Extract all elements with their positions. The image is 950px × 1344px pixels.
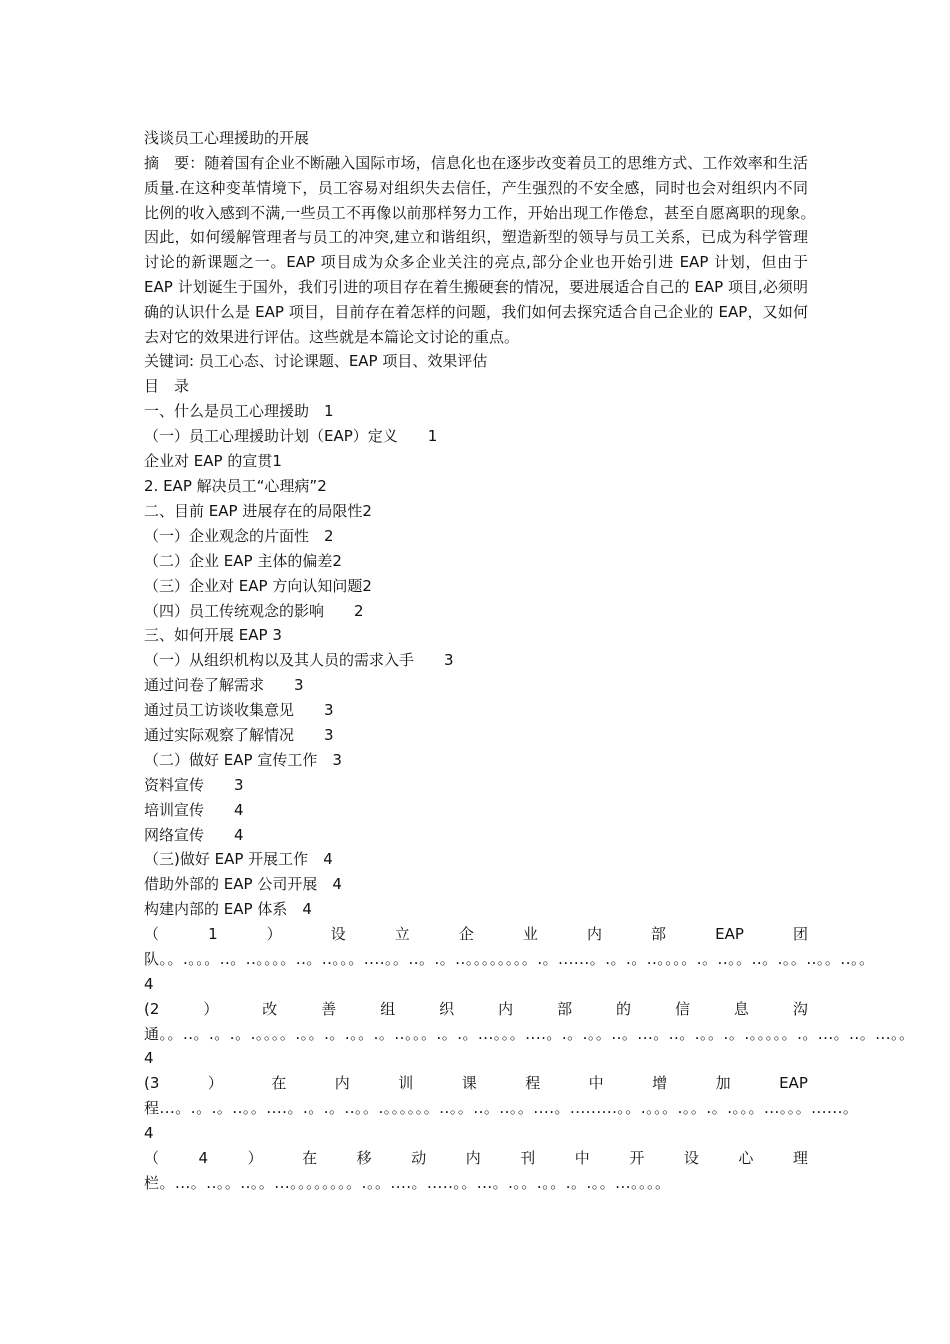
toc-entry-title: 通过问卷了解需求 <box>144 676 295 695</box>
sub-item-heading-token: （ <box>144 1148 160 1167</box>
sub-item-heading-token: ） <box>203 999 219 1018</box>
toc-entry-title: 构建内部的 EAP 体系 <box>144 900 303 919</box>
sub-item-heading-token: 4 <box>198 1148 209 1167</box>
toc-entry-title: （一）企业观念的片面性 <box>144 526 325 545</box>
toc-entry-title: 网络宣传 <box>144 825 235 844</box>
sub-item-heading <box>144 922 808 947</box>
toc-entry <box>144 524 808 549</box>
toc-entry-page: 3 <box>324 725 334 744</box>
sub-item-leader-dots: 通。。..。.。.。.。。。。.。。.。.。。.。..。。。.。.。...。。。....。.。.。。..。...。..。.。。.。.。。。。。.。...。..。...。。4 <box>144 1024 915 1068</box>
sub-item-heading-token: 善 <box>321 999 337 1018</box>
toc-entry-title: 一、什么是员工心理援助 <box>144 402 325 421</box>
toc-entry <box>144 449 808 474</box>
sub-item-heading <box>144 997 808 1022</box>
toc-entry-page: 4 <box>332 875 342 894</box>
toc-entry <box>144 847 808 872</box>
sub-item-heading-token: 业 <box>522 925 538 944</box>
sub-item-heading-token: 在 <box>271 1074 287 1093</box>
toc-entry-page: 1 <box>272 452 282 471</box>
toc-entry-title: （一）员工心理援助计划（EAP）定义 <box>144 427 428 446</box>
toc-entry <box>144 549 808 574</box>
sub-item-heading-token: 内 <box>465 1148 481 1167</box>
sub-item-leader-dots: 栏。...。..。。..。。...。。。。。。。。.。。....。.....。。...。.。。.。。.。.。。...。。。。 <box>144 1173 671 1192</box>
toc-entry-page: 4 <box>234 825 244 844</box>
toc-entry <box>144 823 808 848</box>
sub-item-heading-token: 息 <box>733 999 749 1018</box>
sub-item-heading-token: EAP <box>715 925 744 944</box>
toc-entry-page: 2 <box>324 526 334 545</box>
toc-entry-title: 通过实际观察了解情况 <box>144 725 325 744</box>
toc-entry <box>144 474 808 499</box>
sub-item-heading-token: ） <box>266 925 282 944</box>
toc-entry <box>144 623 808 648</box>
toc-entry <box>144 399 808 424</box>
document-page <box>144 126 915 1196</box>
toc-entry-page: 3 <box>234 775 244 794</box>
toc-entry <box>144 748 808 773</box>
toc-entry-page: 2 <box>332 551 342 570</box>
toc-entry <box>144 872 808 897</box>
sub-item-heading-token: 企 <box>458 925 474 944</box>
sub-item-leader-dots: 程...。.。.。..。。....。.。.。..。。.。。。。。。..。。..。..。。....。.........。。.。。。.。。.。.。。。...。。。......。4 <box>144 1099 859 1143</box>
sub-item-heading-token: EAP <box>779 1074 808 1093</box>
toc-entry-page: 3 <box>444 651 454 670</box>
toc-entry <box>144 574 808 599</box>
toc-entry <box>144 723 808 748</box>
toc-entry-title: （二）做好 EAP 宣传工作 <box>144 750 333 769</box>
toc-entry <box>144 499 808 524</box>
sub-item-heading-token: 团 <box>792 925 808 944</box>
sub-item-heading-token: 训 <box>398 1074 414 1093</box>
toc-entry-page: 2 <box>354 601 364 620</box>
sub-item-heading-token: 设 <box>330 925 346 944</box>
toc-entry-title: （三)做好 EAP 开展工作 <box>144 850 324 869</box>
toc-entry-page: 4 <box>323 850 333 869</box>
sub-item-heading-token: 中 <box>588 1074 604 1093</box>
sub-item-heading-token: （ <box>144 925 160 944</box>
sub-item-leader-dots: 队。。.。。。..。..。。。。..。..。。。....。。..。.。..。。。。。。。。.。......。.。.。..。。。。.。..。。..。.。。..。。..。。4 <box>144 950 875 993</box>
toc-entry-page: 4 <box>234 800 244 819</box>
sub-item-heading-token: 课 <box>461 1074 477 1093</box>
toc-entry-title: 三、如何开展 EAP <box>144 626 273 645</box>
toc-entry-page: 1 <box>427 427 438 446</box>
sub-item-heading-token: 在 <box>302 1148 318 1167</box>
toc-heading: 目 录 <box>144 377 190 396</box>
sub-item-heading-token: 理 <box>792 1148 808 1167</box>
abstract-paragraph: 摘 要：随着国有企业不断融入国际市场，信息化也在逐步改变着员工的思维方式、工作效率和生活质量.在这种变革情境下，员工容易对组织失去信任，产生强烈的不安全感，同时也会对组织内不同比例的收入感到不满,一些员工不再像以前那样努力工作，开始出现工作倦怠，甚至自愿离职的现象。 因此，如何缓解管理者与员工的冲突,建立和谐组织，塑造新型的领导与员工关系，已成为科学管理讨论的新课题之一。EAP 项目成为众多企业关注的亮点,部分企业也开始引进 EAP 计划，但由于 EAP 计划诞生于国外，我们引进的项目存在着生搬硬套的情况，要进展适合自己的 EAP 项目,必须明确的认识什么是 EAP 项目，目前存在着怎样的问题，我们如何去探究适合自己企业的 EAP，又如何去对它的效果进行评估。这些就是本篇论文讨论的重点。 <box>144 154 824 346</box>
sub-item-heading-token: 内 <box>498 999 514 1018</box>
toc-entry-title: （二）企业 EAP 主体的偏差 <box>144 551 333 570</box>
document-title: 浅谈员工心理援助的开展 <box>144 129 310 147</box>
sub-item-heading-token: 加 <box>715 1074 731 1093</box>
toc-entry <box>144 698 808 723</box>
toc-sub-items <box>144 922 915 1196</box>
keywords-line: 关键词: 员工心态、讨论课题、EAP 项目、效果评估 <box>144 352 488 371</box>
toc-entry <box>144 599 808 624</box>
sub-item-heading-token: 中 <box>574 1148 590 1167</box>
sub-item-heading-token: 组 <box>380 999 396 1018</box>
toc-entry-page: 3 <box>324 701 334 720</box>
toc-entry <box>144 897 808 922</box>
toc-entry-page: 4 <box>302 900 312 919</box>
sub-item-heading-token: 沟 <box>792 999 808 1018</box>
sub-item-heading-token: 1 <box>208 925 218 944</box>
sub-item-heading-token: ） <box>247 1148 263 1167</box>
toc-entry-title: 借助外部的 EAP 公司开展 <box>144 875 333 894</box>
sub-item-heading-token: 程 <box>525 1074 541 1093</box>
sub-item-heading-token: 动 <box>411 1148 427 1167</box>
toc-entry <box>144 673 808 698</box>
toc-entry-page: 3 <box>332 750 342 769</box>
sub-item-heading-token: ） <box>207 1074 223 1093</box>
sub-item-heading-token: 信 <box>674 999 690 1018</box>
sub-item-heading-token: 改 <box>262 999 278 1018</box>
sub-item-heading-token: (3 <box>144 1074 160 1093</box>
toc-entry-title: （三）企业对 EAP 方向认知问题 <box>144 576 363 595</box>
toc-entry-page: 3 <box>272 626 282 645</box>
sub-item-heading-token: 心 <box>738 1148 754 1167</box>
toc-entry-title: 2. EAP 解决员工“心理病” <box>144 477 318 496</box>
toc-entry-title: （一）从组织机构以及其人员的需求入手 <box>144 651 445 670</box>
toc-entry <box>144 798 808 823</box>
toc-entry-title: 二、目前 EAP 进展存在的局限性 <box>144 501 363 520</box>
sub-item-heading-token: 内 <box>586 925 602 944</box>
sub-item-heading-token: 开 <box>629 1148 645 1167</box>
toc-entry-title: 企业对 EAP 的宣贯 <box>144 452 273 471</box>
sub-item-heading <box>144 1146 808 1171</box>
sub-item-heading <box>144 1071 808 1096</box>
sub-item-heading-token: 部 <box>651 925 667 944</box>
toc-entry-page: 1 <box>324 402 334 421</box>
toc-entry <box>144 424 808 449</box>
sub-item-heading-token: 增 <box>652 1074 668 1093</box>
toc-entry <box>144 648 808 673</box>
sub-item-heading-token: (2 <box>144 999 160 1018</box>
sub-item-heading-token: 设 <box>683 1148 699 1167</box>
sub-item-heading-token: 刊 <box>520 1148 536 1167</box>
toc-entry-title: 资料宣传 <box>144 775 235 794</box>
sub-item-heading-token: 移 <box>356 1148 372 1167</box>
toc-entry-title: 通过员工访谈收集意见 <box>144 701 325 720</box>
toc-entry-page: 2 <box>317 477 327 496</box>
sub-item-heading-token: 立 <box>394 925 410 944</box>
table-of-contents <box>144 399 808 922</box>
toc-entry-title: 培训宣传 <box>144 800 235 819</box>
toc-entry-title: （四）员工传统观念的影响 <box>144 601 355 620</box>
sub-item-heading-token: 的 <box>616 999 632 1018</box>
sub-item-heading-token: 内 <box>334 1074 350 1093</box>
toc-entry <box>144 773 808 798</box>
sub-item-heading-token: 织 <box>439 999 455 1018</box>
toc-entry-page: 3 <box>294 676 304 695</box>
sub-item-heading-token: 部 <box>557 999 573 1018</box>
toc-entry-page: 2 <box>362 576 372 595</box>
toc-entry-page: 2 <box>362 501 372 520</box>
